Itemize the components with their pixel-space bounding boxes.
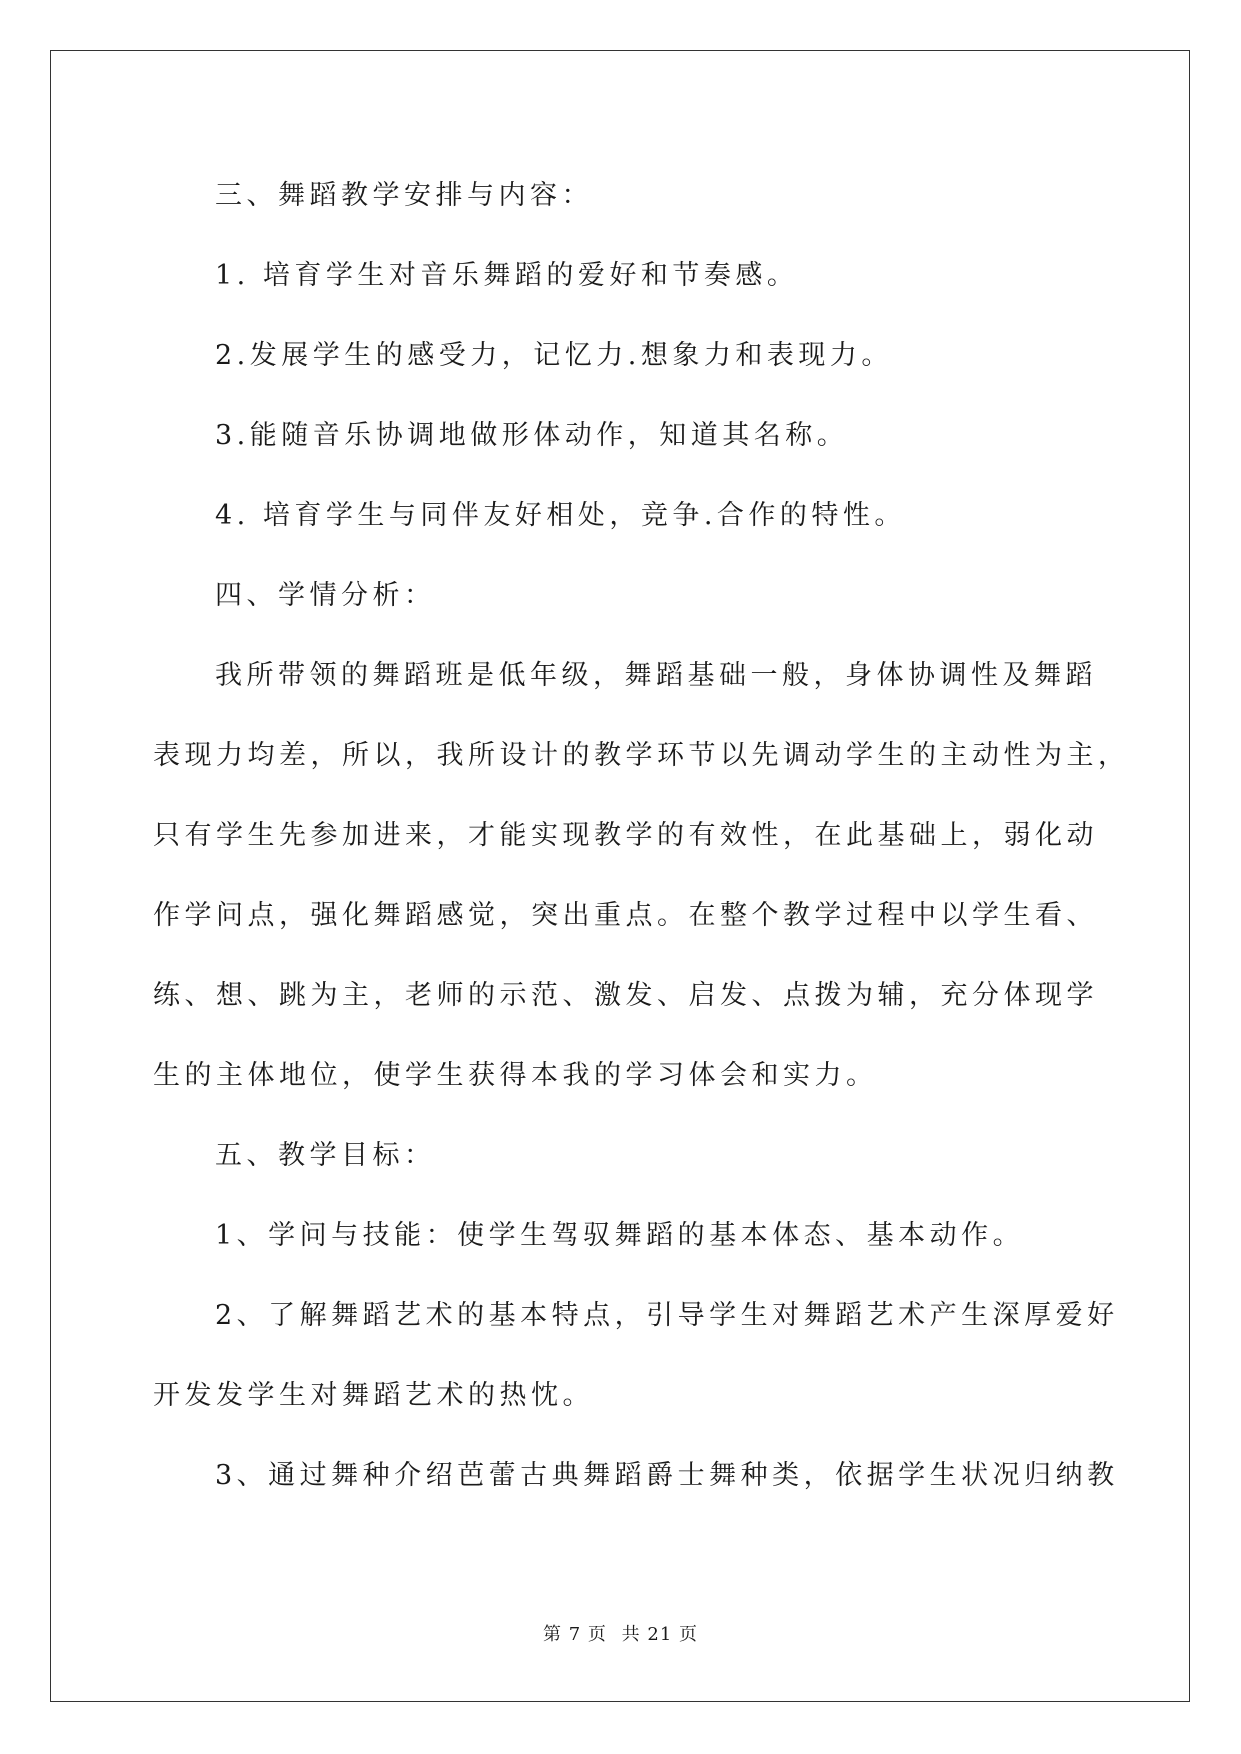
page-footer bbox=[0, 1623, 1241, 1647]
list-item: 2、了解舞蹈艺术的基本特点，引导学生对舞蹈艺术产生深厚爱好 bbox=[215, 1300, 1119, 1331]
section-heading-5: 五、教学目标： bbox=[215, 1140, 436, 1171]
paragraph-line: 作学问点，强化舞蹈感觉，突出重点。在整个教学过程中以学生看、 bbox=[153, 900, 1098, 931]
list-item: 3、通过舞种介绍芭蕾古典舞蹈爵士舞种类，依据学生状况归纳教 bbox=[215, 1460, 1119, 1491]
paragraph-line: 只有学生先参加进来，才能实现教学的有效性，在此基础上，弱化动 bbox=[153, 820, 1098, 851]
list-item: 2.发展学生的感受力，记忆力.想象力和表现力。 bbox=[215, 340, 893, 371]
paragraph-line: 开发发学生对舞蹈艺术的热忱。 bbox=[153, 1380, 594, 1411]
page-border bbox=[50, 50, 1190, 1702]
section-heading-3: 三、舞蹈教学安排与内容： bbox=[215, 180, 593, 211]
page-number: 第 7 页 bbox=[543, 1624, 607, 1645]
paragraph-line: 表现力均差，所以，我所设计的教学环节以先调动学生的主动性为主， bbox=[153, 740, 1130, 771]
list-item: 1. 培育学生对音乐舞蹈的爱好和节奏感。 bbox=[215, 260, 799, 291]
list-item: 1、学问与技能：使学生驾驭舞蹈的基本体态、基本动作。 bbox=[215, 1220, 1025, 1251]
section-heading-4: 四、学情分析： bbox=[215, 580, 436, 611]
paragraph-line: 我所带领的舞蹈班是低年级，舞蹈基础一般，身体协调性及舞蹈 bbox=[215, 660, 1097, 691]
page-total: 共 21 页 bbox=[621, 1624, 698, 1645]
paragraph-line: 生的主体地位，使学生获得本我的学习体会和实力。 bbox=[153, 1060, 878, 1091]
list-item: 3.能随音乐协调地做形体动作，知道其名称。 bbox=[215, 420, 849, 451]
list-item: 4. 培育学生与同伴友好相处，竞争.合作的特性。 bbox=[215, 500, 906, 531]
paragraph-line: 练、想、跳为主，老师的示范、激发、启发、点拨为辅，充分体现学 bbox=[153, 980, 1098, 1011]
